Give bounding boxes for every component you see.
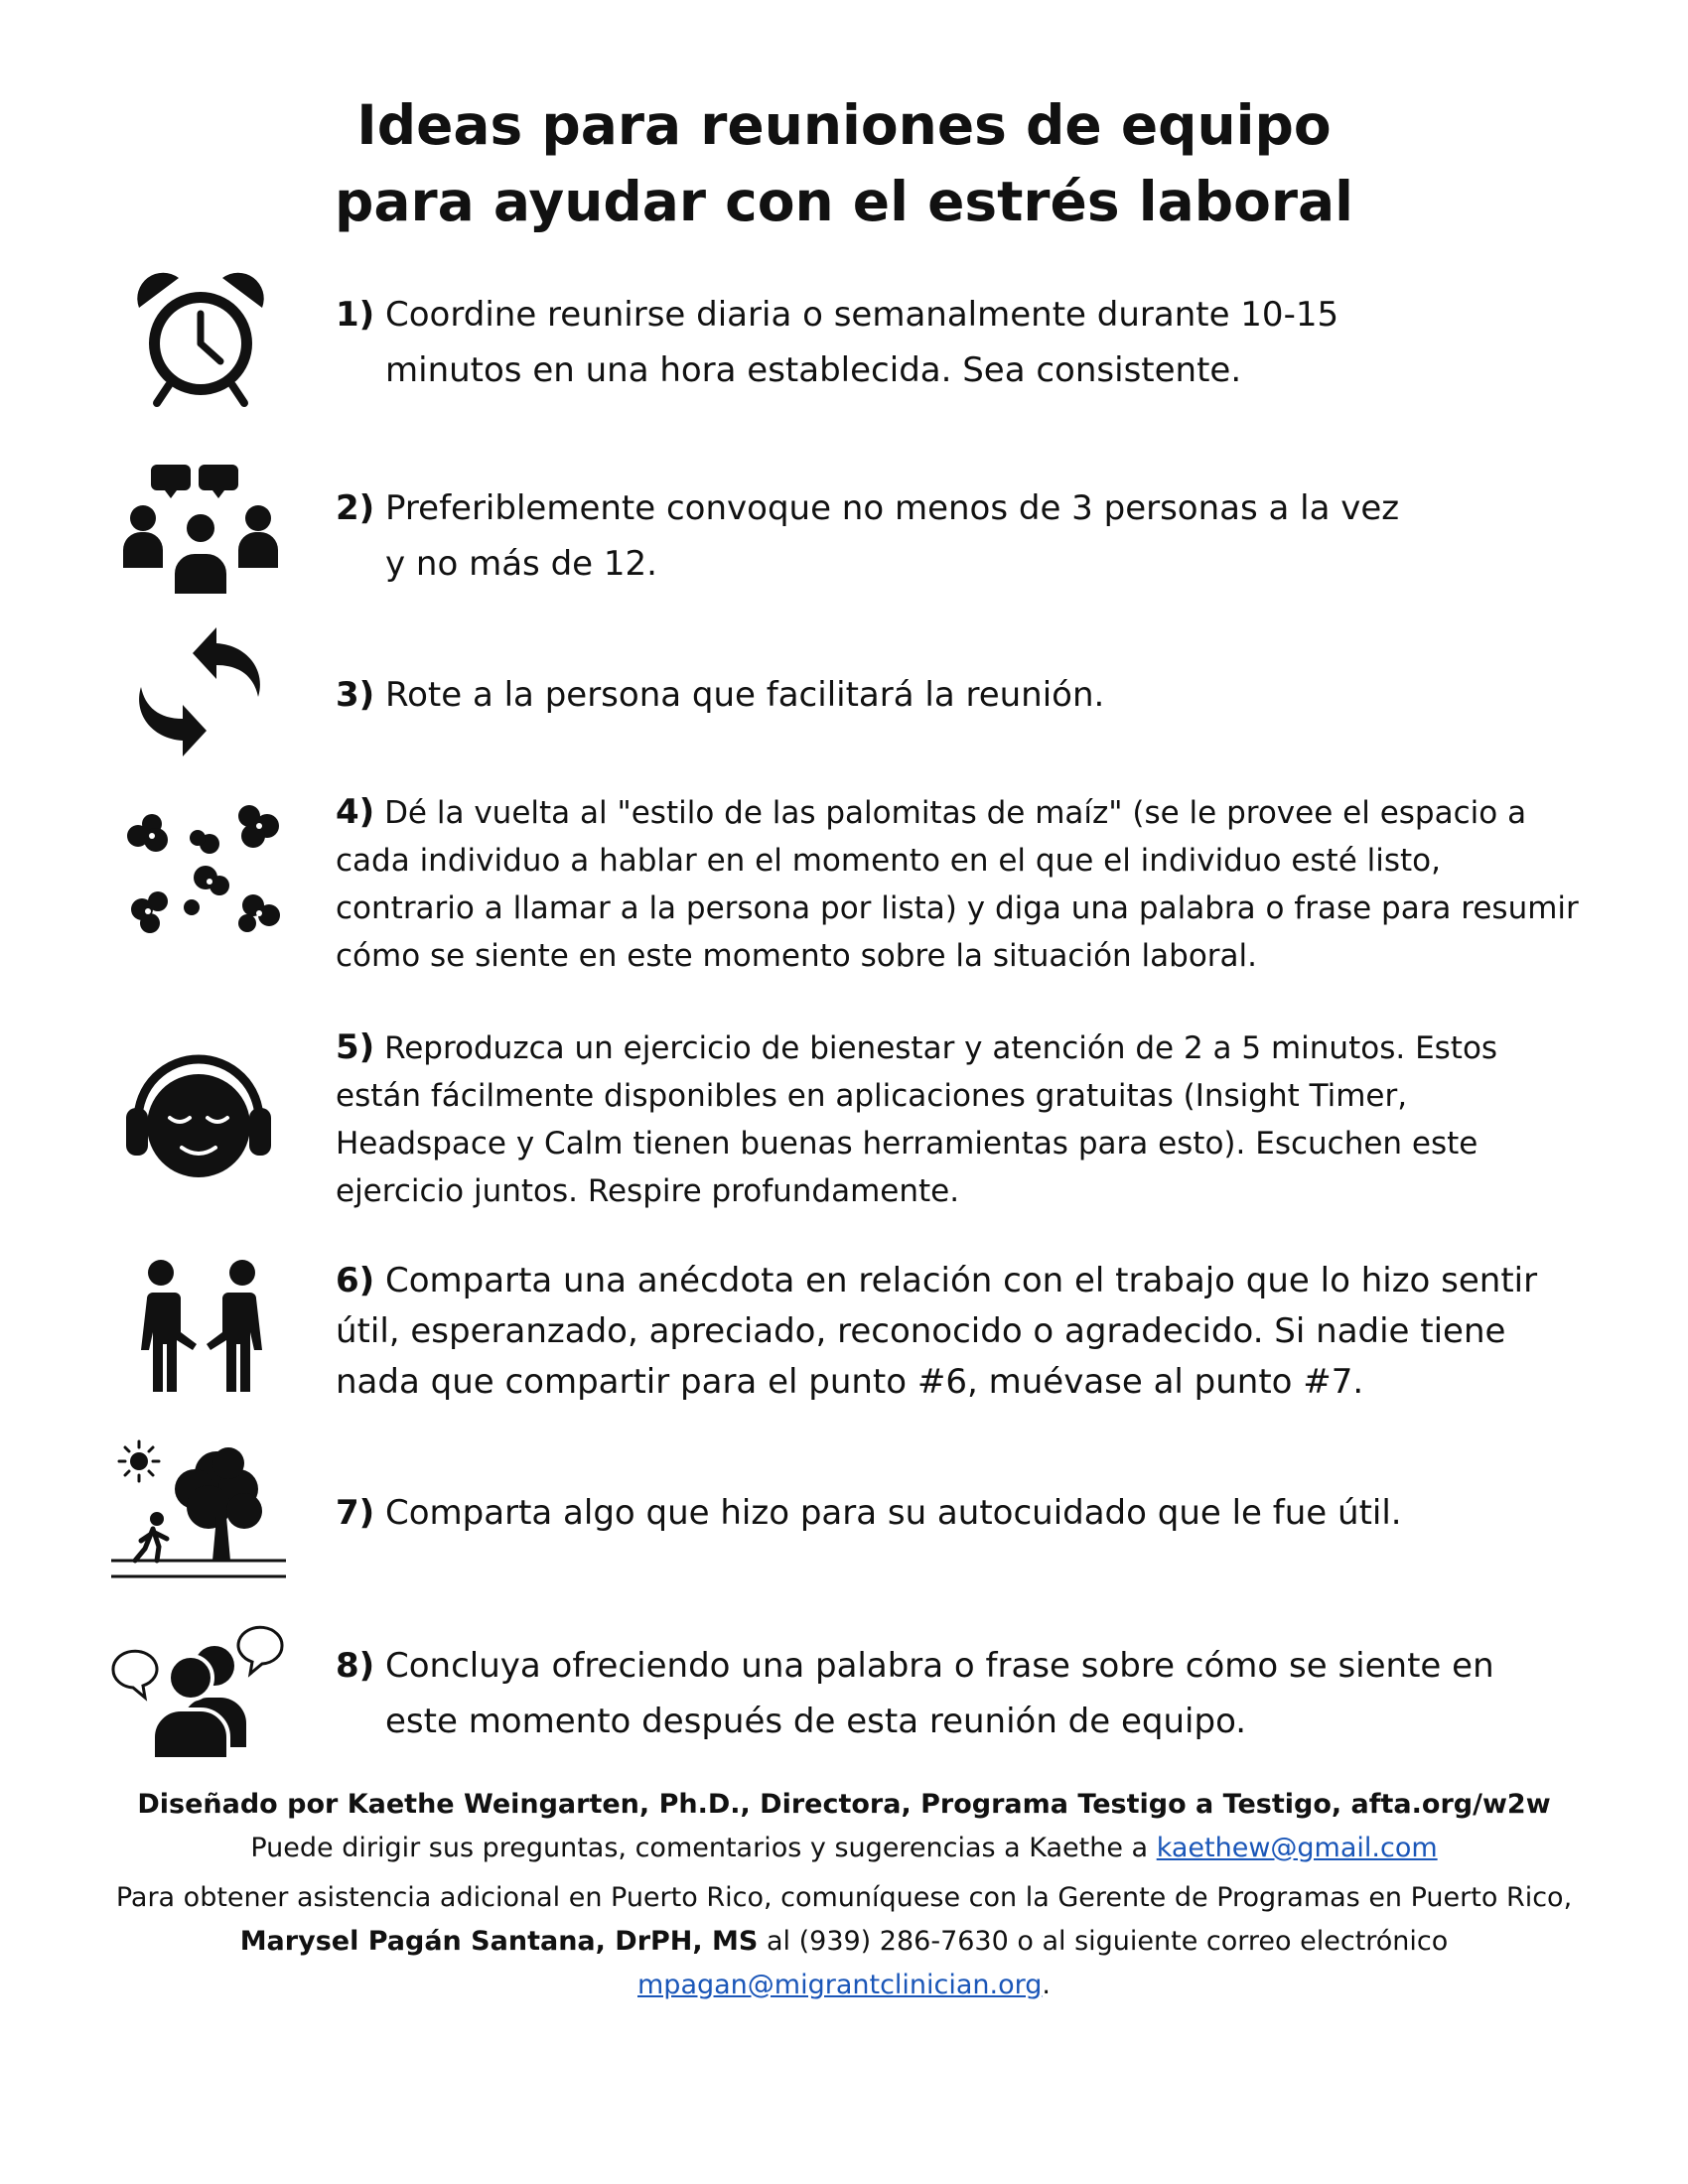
item-text: y no más de 12. bbox=[385, 544, 657, 584]
assist-text: Para obtener asistencia adicional en Puerto Rico, comuníquese con la Gerente de Programas en Puerto Rico, bbox=[115, 1882, 1573, 1913]
item-number: 1) bbox=[336, 295, 375, 335]
page-title bbox=[0, 87, 1688, 240]
item-number: 3) bbox=[336, 675, 375, 715]
contact-text: al (939) 286-7630 o al siguiente correo electrónico bbox=[758, 1926, 1449, 1957]
contact-name: Marysel Pagán Santana, DrPH, MS bbox=[239, 1926, 759, 1957]
rotate-arrows-icon bbox=[131, 627, 268, 756]
footer-period: . bbox=[1042, 1970, 1051, 2000]
questions-text: Puede dirigir sus preguntas, comentarios y sugerencias a Kaethe a bbox=[250, 1833, 1157, 1863]
group-talking-icon bbox=[121, 459, 280, 598]
item-text: Preferiblemente convoque no menos de 3 personas a la vez bbox=[385, 488, 1400, 528]
footer-credits bbox=[0, 1783, 1688, 1870]
item-text: ejercicio juntos. Respire profundamente. bbox=[336, 1173, 960, 1209]
item-text: nada que compartir para el punto #6, muévase al punto #7. bbox=[336, 1362, 1364, 1402]
item-text: minutos en una hora establecida. Sea consistente. bbox=[385, 350, 1242, 390]
list-item-4 bbox=[336, 788, 1626, 980]
list-item-5 bbox=[336, 1024, 1626, 1215]
item-number: 4) bbox=[336, 792, 375, 832]
walk-tree-icon bbox=[109, 1433, 288, 1580]
item-text: están fácilmente disponibles en aplicaciones gratuitas (Insight Timer, bbox=[336, 1078, 1408, 1114]
two-people-icon bbox=[137, 1259, 266, 1398]
title-line-1: Ideas para reuniones de equipo bbox=[356, 93, 1332, 157]
item-number: 5) bbox=[336, 1027, 375, 1067]
item-text: Reproduzca un ejercicio de bienestar y atención de 2 a 5 minutos. Estos bbox=[384, 1030, 1498, 1066]
headphones-face-icon bbox=[124, 1044, 273, 1193]
item-text: Rote a la persona que facilitará la reunión. bbox=[385, 675, 1105, 715]
item-text: útil, esperanzado, apreciado, reconocido o agradecido. Si nadie tiene bbox=[336, 1311, 1506, 1351]
mpagan-email-link[interactable]: mpagan@migrantclinician.org bbox=[637, 1970, 1043, 2000]
item-text: cada individuo a hablar en el momento en el que el individuo esté listo, bbox=[336, 843, 1441, 879]
list-item-6 bbox=[336, 1256, 1626, 1408]
item-text: Comparta algo que hizo para su autocuidado que le fue útil. bbox=[385, 1493, 1402, 1533]
item-number: 7) bbox=[336, 1493, 375, 1533]
item-text: este momento después de esta reunión de equipo. bbox=[385, 1702, 1247, 1741]
designed-by: Diseñado por Kaethe Weingarten, Ph.D., Directora, Programa Testigo a Testigo, afta.org/w2w bbox=[137, 1789, 1551, 1820]
list-item-3 bbox=[336, 667, 1626, 723]
popcorn-icon bbox=[124, 804, 283, 943]
item-text: Comparta una anécdota en relación con el trabajo que lo hizo sentir bbox=[385, 1261, 1538, 1300]
title-line-2: para ayudar con el estrés laboral bbox=[335, 170, 1353, 233]
item-number: 8) bbox=[336, 1646, 375, 1686]
alarm-clock-icon bbox=[131, 270, 270, 409]
footer-contact bbox=[0, 1876, 1688, 2007]
list-item-8 bbox=[336, 1638, 1626, 1749]
item-text: Concluya ofreciendo una palabra o frase sobre cómo se siente en bbox=[385, 1646, 1494, 1686]
item-text: Dé la vuelta al "estilo de las palomitas de maíz" (se le provee el espacio a bbox=[384, 795, 1527, 831]
item-text: cómo se siente en este momento sobre la situación laboral. bbox=[336, 938, 1258, 974]
item-number: 6) bbox=[336, 1261, 375, 1300]
kaethe-email-link[interactable]: kaethew@gmail.com bbox=[1156, 1833, 1438, 1863]
list-item-1 bbox=[336, 287, 1626, 398]
item-text: Headspace y Calm tienen buenas herramientas para esto). Escuchen este bbox=[336, 1126, 1478, 1161]
list-item-2 bbox=[336, 480, 1626, 592]
item-text: Coordine reunirse diaria o semanalmente durante 10-15 bbox=[385, 295, 1339, 335]
list-item-7 bbox=[336, 1485, 1626, 1541]
item-number: 2) bbox=[336, 488, 375, 528]
item-text: contrario a llamar a la persona por lista) y diga una palabra o frase para resumir bbox=[336, 890, 1579, 926]
conversation-icon bbox=[107, 1620, 288, 1759]
